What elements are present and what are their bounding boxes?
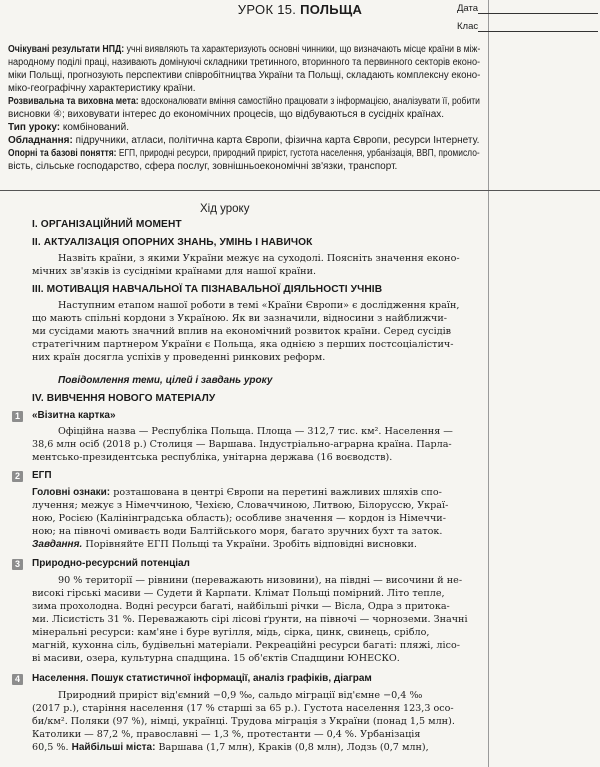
text-line: магній, кухонна сіль, будівельні матеріали. Рекреаційні ресурси багаті: пляжі, лісо-: [32, 640, 460, 651]
text-line: ною; на півночі омиваєть води Балтійського моря, багато зручних бухт та заток.: [32, 526, 443, 537]
number-badge: 2: [12, 471, 23, 482]
section-heading: IV. ВИВЧЕННЯ НОВОГО МАТЕРІАЛУ: [32, 393, 216, 404]
lesson-topic: ПОЛЬЩА: [300, 2, 363, 17]
text-line: мінеральні ресурси: кам'яне і буре вугілля, мідь, сірка, цинк, свинець, срібло,: [32, 627, 430, 638]
text-line: ми сусідами мають значний вплив на економічний розвиток країни. Серед сусідів: [32, 326, 452, 337]
text-line: Офіційна назва — Республіка Польща. Площа — 312,7 тис. км². Населення —: [58, 426, 453, 437]
text-line: ною, Росією (Калінінградська область); особливе значення — кордон із Німеччи-: [32, 513, 446, 524]
text-line: Назвіть країни, з якими України межує на суходолі. Поясніть значення еконо-: [58, 253, 460, 264]
info-line: Тип уроку: комбінований.: [8, 122, 129, 133]
text-line: 90 % території — рівнини (переважають низовини), на півдні — височини й не-: [58, 575, 463, 586]
subsection-heading: Природно-ресурсний потенціал: [32, 558, 190, 569]
text-line: Головні ознаки: розташована в центрі Європи на перетині важливих шляхів спо-: [32, 487, 442, 498]
lesson-number: УРОК 15.: [237, 2, 297, 17]
info-line: Очікувані результати НПД: учні виявляють та характеризують основні чинники, що визначають місце країни в між-: [8, 44, 481, 55]
text-line: би/км². Поляки (97 %), німці, українці. Трудова міграція з України (понад 1,5 млн).: [32, 716, 455, 727]
date-field[interactable]: [478, 13, 598, 14]
lesson-flow-heading: Хід уроку: [200, 203, 250, 215]
date-label: Дата: [457, 3, 479, 14]
text-line: зима прохолодна. Водні ресурси багаті, найбільші річки — Вісла, Одра з притока-: [32, 601, 450, 612]
info-line: Обладнання: підручники, атласи, політична карта Європи, фізична карта Європи, ресурси Інтернету.: [8, 135, 480, 146]
text-line: що мають спільні кордони з Україною. Як ви зазначили, відносини з найближчи-: [32, 313, 447, 324]
info-line: міко-географічну характеристику країни.: [8, 83, 196, 94]
text-line: стратегічним партнером України є Польща, яка однією з перших постсоціалістич-: [32, 339, 454, 350]
text-line: лучення; межує з Німеччиною, Чехією, Словаччиною, Литвою, Білоруссю, Украї-: [32, 500, 449, 511]
section-heading: III. МОТИВАЦІЯ НАВЧАЛЬНОЇ ТА ПІЗНАВАЛЬНОЇ ДІЯЛЬНОСТІ УЧНІВ: [32, 284, 383, 295]
section-heading: II. АКТУАЛІЗАЦІЯ ОПОРНИХ ЗНАНЬ, УМІНЬ І НАВИЧОК: [32, 237, 313, 248]
subsection-heading: ЕГП: [32, 470, 52, 481]
text-line: високі гірські масиви — Судети й Карпати. Клімат Польщі помірний. Літо тепле,: [32, 588, 445, 599]
number-badge: 1: [12, 411, 23, 422]
section-heading: I. ОРГАНІЗАЦІЙНИЙ МОМЕНТ: [32, 219, 182, 230]
margin-line: [488, 0, 489, 767]
text-line: них країн досягла успіхів у проведенні ринкових реформ.: [32, 352, 326, 363]
text-line: ментсько-президентська республіка, унітарна держава (16 воєводств).: [32, 452, 393, 463]
info-line: народному поділі праці, називають домінуючі складники третинного, вторинного та первинного секторів еконо-: [8, 57, 481, 68]
info-line: міки Польщі, прогнозують перспективи співробітництва України та Польщі, складають комплексну еконо-: [8, 70, 481, 81]
text-line: 38,6 млн осіб (2018 р.) Столиця — Варшава. Індустріально-аграрна країна. Парла-: [32, 439, 452, 450]
divider: [0, 190, 600, 191]
subsection-heading: Населення. Пошук статистичної інформації, аналіз графіків, діаграм: [32, 673, 372, 684]
class-label: Клас: [457, 21, 479, 32]
info-line: вість, сільське господарство, сфера послуг, зовнішньоекономічні зв'язки, транспорт.: [8, 161, 398, 172]
info-line: Розвивальна та виховна мета: вдосконалювати вміння самостійно працювати з інформацією, аналізувати її, робити: [8, 96, 480, 107]
italic-heading: Повідомлення теми, цілей і завдань уроку: [58, 375, 273, 386]
page-title: [0, 2, 600, 17]
info-line: висновки ④; виховувати інтерес до економічних процесів, що відбуваються в сусідніх країнах.: [8, 109, 445, 120]
text-line: Наступним етапом нашої роботи в темі «Країни Європи» є дослідження країн,: [58, 300, 460, 311]
text-line: 60,5 %. Найбільші міста: Варшава (1,7 млн), Краків (0,8 млн), Лодзь (0,7 млн),: [32, 742, 429, 753]
text-line: мічних зв'язків із сусідніми країнами для нашої країни.: [32, 266, 317, 277]
text-line: Завдання. Порівняйте ЕГП Польщі та України. Зробіть відповідні висновки.: [32, 539, 417, 550]
text-line: ві масиви, озера, культурна спадщина. 15 об'єктів Спадщини ЮНЕСКО.: [32, 653, 400, 664]
info-line: Опорні та базові поняття: ЕГП, природні ресурси, природний приріст, густота населення, урбанізація, ВВП, промисло-: [8, 148, 480, 159]
class-field[interactable]: [478, 31, 598, 32]
number-badge: 4: [12, 674, 23, 685]
text-line: ми. Лісистість 31 %. Переважають сірі лісові ґрунти, на півночі — чорноземи. Значні: [32, 614, 468, 625]
text-line: Католики — 87,2 %, православні — 1,3 %, протестанти — 0,4 %. Урбанізація: [32, 729, 421, 740]
text-line: (2017 р.), старіння населення (17 % старші за 65 р.). Густота населення 123,3 осо-: [32, 703, 454, 714]
number-badge: 3: [12, 559, 23, 570]
subsection-heading: «Візитна картка»: [32, 410, 116, 421]
text-line: Природний приріст від'ємний −0,9 ‰, сальдо міграції від'ємне −0,4 ‰: [58, 690, 423, 701]
